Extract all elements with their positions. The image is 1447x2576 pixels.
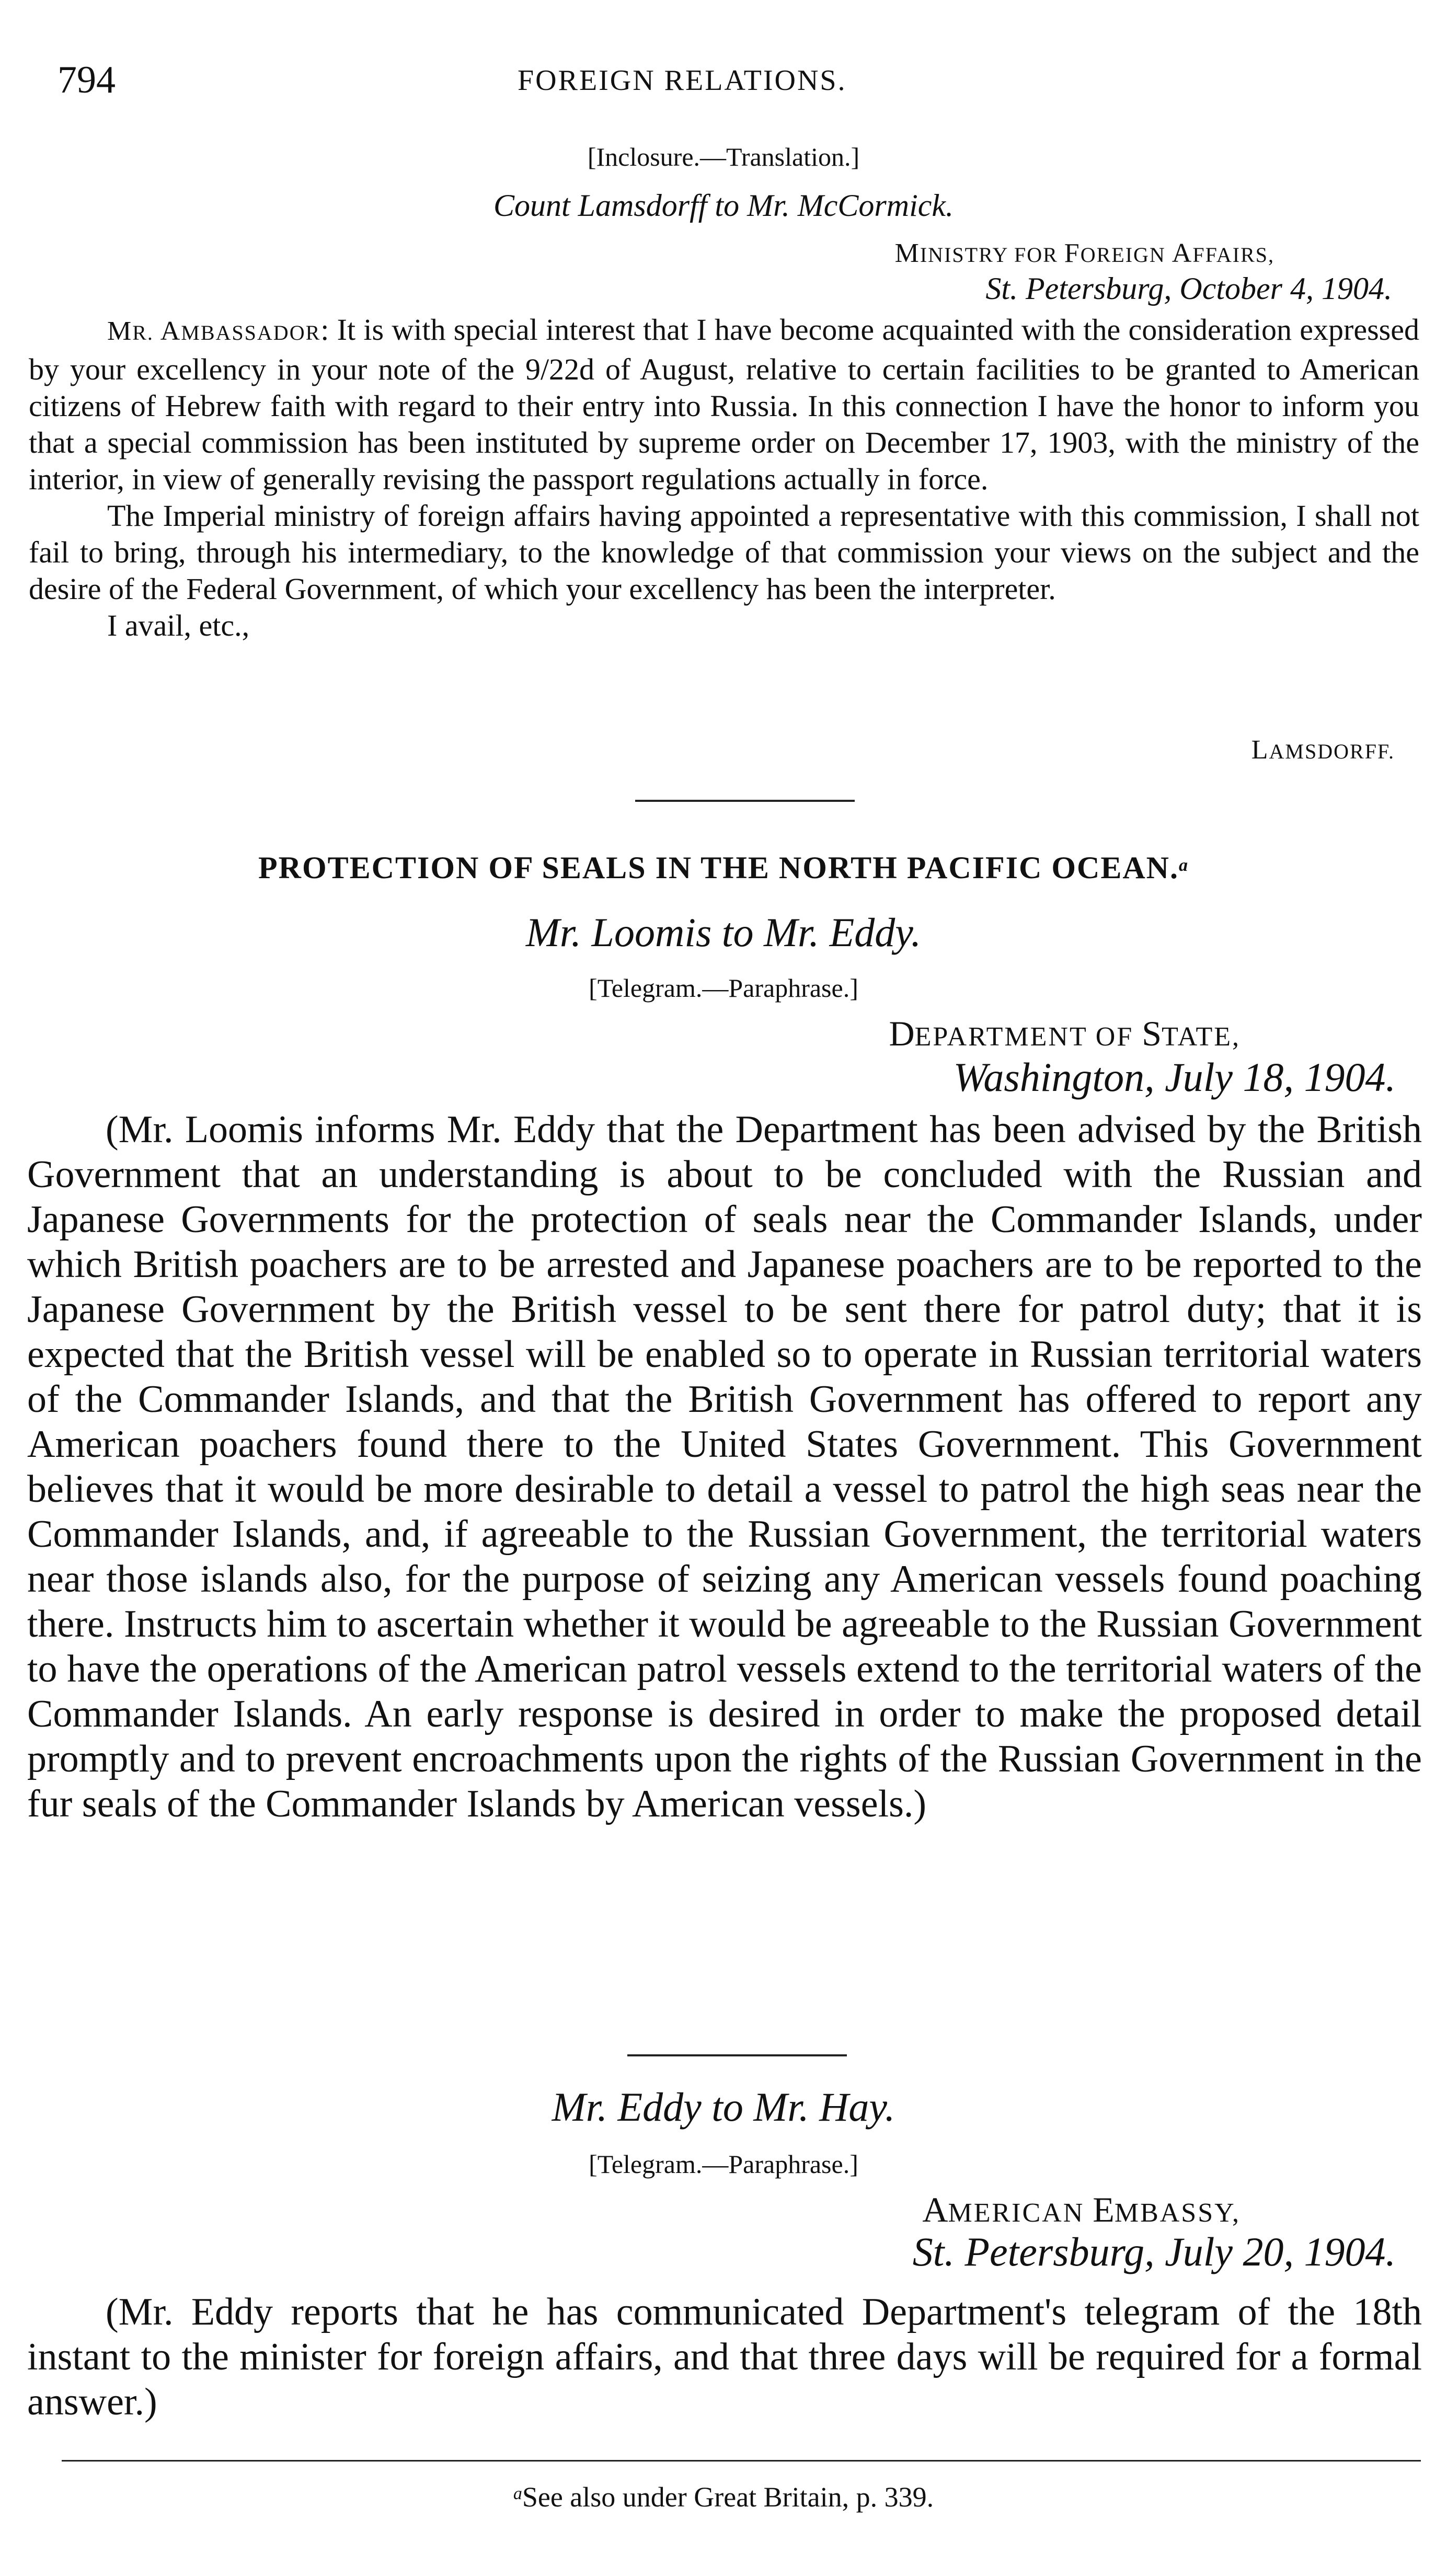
running-head: FOREIGN RELATIONS. [518, 64, 847, 97]
letter1-paragraph-2: The Imperial ministry of foreign affairs having appointed a representative with this commission, I shall not fail to bring, through his intermediary, to the knowledge of that commission your views on the subject and the desire of the Federal Government, of which your excellency has been the interpreter. [29, 499, 1419, 606]
letter3-body [27, 2290, 1422, 2424]
page-header [58, 56, 1417, 104]
letter2-paragraph: (Mr. Loomis informs Mr. Eddy that the Department has been advised by the British Government that an understanding is about to be concluded with the Russian and Japanese Governments for the protection of seals near the Commander Islands, under which British poachers are to be arrested and Japanese poachers are to be reported to the Japanese Government by the British vessel to be sent there for patrol duty; that it is expected that the British vessel will be enabled so to operate in Russian territorial waters of the Commander Islands, and that the British Government has offered to report any American poachers found there to the United States Government. This Government believes that it would be more desirable to detail a vessel to patrol the high seas near the Commander Islands, and, if agreeable to the Russian Government, the territorial waters near those islands also, for the purpose of seizing any American vessels found poaching there. Instructs him to ascertain whether it would be agreeable to the Russian Government to have the operations of the American patrol vessels extend to the territorial waters of the Commander Islands. An early response is desired in order to make the proposed detail promptly and to prevent encroachments upon the rights of the Russian Government in the fur seals of the Commander Islands by American vessels.) [27, 1108, 1422, 1825]
footnote-marker-bottom: a [513, 2484, 522, 2503]
letter2-title: Mr. Loomis to Mr. Eddy. [525, 910, 922, 955]
section-divider-rule [635, 800, 855, 802]
letter2-note: [Telegram.—Paraphrase.] [589, 973, 858, 1003]
footnote-rule [62, 2460, 1421, 2462]
letter1-signature: LAMSDORFF. [1251, 735, 1395, 765]
letter2-place-line-2: Washington, July 18, 1904. [953, 1054, 1396, 1100]
letter1-place-line-2: St. Petersburg, October 4, 1904. [985, 271, 1392, 306]
letter1-closing: I avail, etc., [107, 608, 250, 642]
letter1-title: Count Lamsdorff to Mr. McCormick. [493, 188, 954, 223]
letter1-place-line-1: MINISTRY FOR FOREIGN AFFAIRS, [894, 238, 1274, 268]
inclosure-note: [Inclosure.—Translation.] [587, 142, 860, 171]
footnote-text: See also under Great Britain, p. 339. [522, 2481, 934, 2513]
letter3-place-line-1: AMERICAN EMBASSY, [922, 2190, 1241, 2229]
footnote [0, 2477, 1447, 2514]
section-heading: PROTECTION OF SEALS IN THE NORTH PACIFIC OCEAN.$^a$ [258, 850, 1189, 885]
letter3-place-line-2: St. Petersburg, July 20, 1904. [912, 2229, 1396, 2274]
letter3-note: [Telegram.—Paraphrase.] [589, 2149, 858, 2179]
letter2-place-line-1: DEPARTMENT OF STATE, [889, 1014, 1241, 1053]
letter3-paragraph: (Mr. Eddy reports that he has communicated Department's telegram of the 18th instant to the minister for foreign affairs, and that three days will be required for a formal answer.) [27, 2291, 1422, 2423]
page-number: 794 [58, 59, 116, 101]
footnote-marker: a [1179, 856, 1189, 875]
section-divider-rule-2 [627, 2054, 847, 2056]
letter3-title: Mr. Eddy to Mr. Hay. [552, 2084, 895, 2130]
letter1-body [29, 312, 1419, 644]
letter1-paragraph-1: MR. AMBASSADOR: It is with special interest that I have become acquainted with the consideration expressed by your excellency in your note of the 9/22d of August, relative to certain facilities to be granted to American citizens of Hebrew faith with regard to their entry into Russia. In this connection I have the honor to inform you that a special commission has been instituted by supreme order on December 17, 1903, with the ministry of the interior, in view of generally revising the passport regulations actually in force. [29, 313, 1419, 496]
letter2-body [27, 1107, 1422, 1826]
